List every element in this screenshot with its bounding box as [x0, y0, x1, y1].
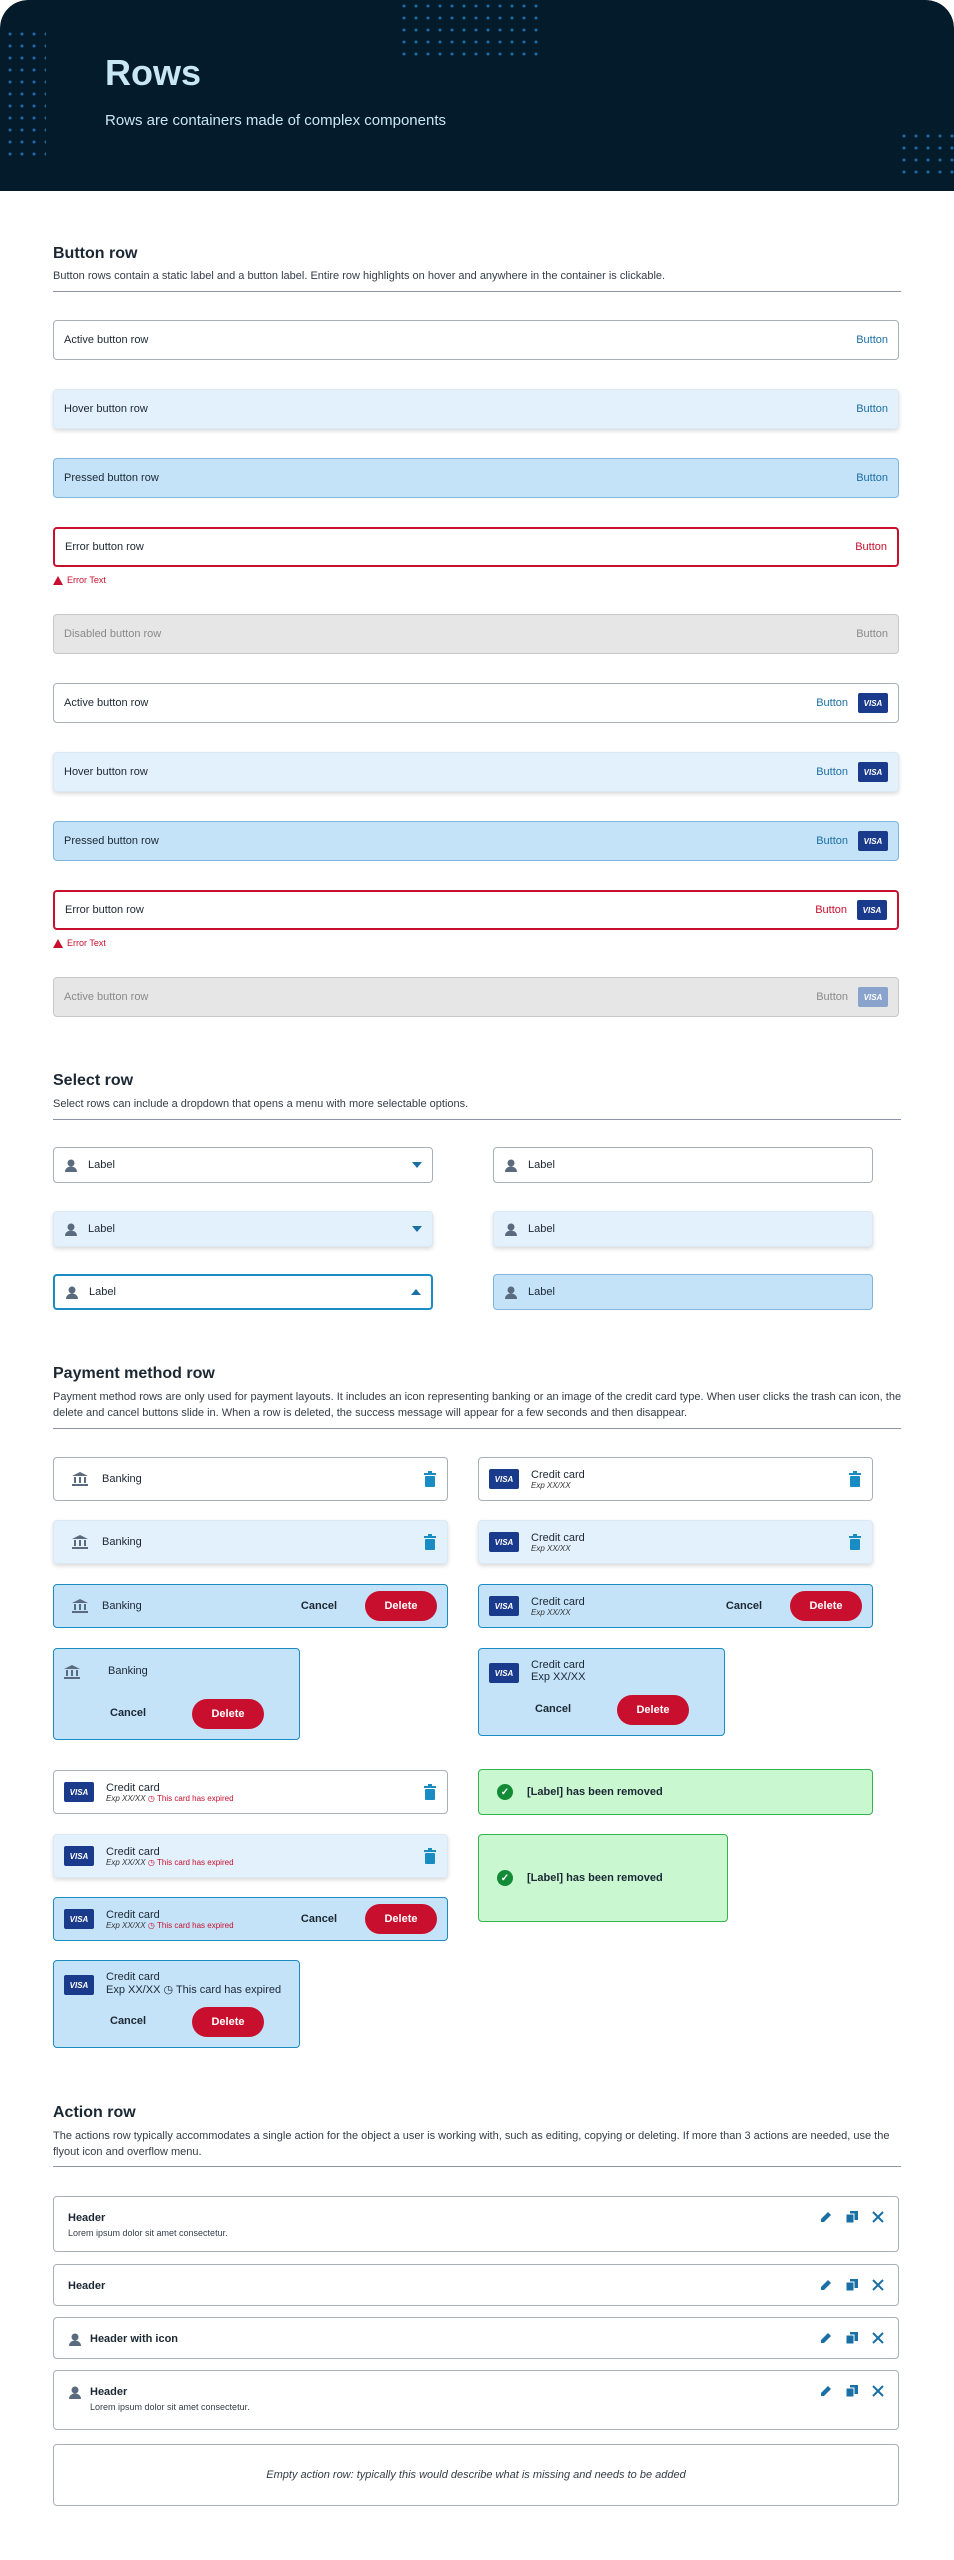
- bank-icon: [72, 1599, 88, 1613]
- section-title-payment-row: Payment method row: [53, 1365, 215, 1382]
- cancel-button[interactable]: Cancel: [110, 1707, 147, 1719]
- clock-icon: ◷: [163, 1984, 174, 1996]
- section-desc-action-row: The actions row typically accommodates a single action for the object a user is working with, such as editing, copying or deleting. If more than 3 actions are needed, use the flyout icon and overflow menu.: [53, 2130, 890, 2158]
- button-row-hover[interactable]: [53, 389, 899, 429]
- select-row-hover[interactable]: [493, 1211, 873, 1247]
- row-label: Active button row: [64, 334, 149, 346]
- payment-row-card-compact[interactable]: [478, 1648, 725, 1736]
- expiry-date: Exp XX/XX: [531, 1607, 571, 1617]
- row-button[interactable]: Button: [816, 766, 848, 778]
- decor-dots: [398, 0, 538, 62]
- action-icons: [820, 2385, 884, 2397]
- close-icon[interactable]: [872, 2211, 884, 2223]
- payment-label: Credit card: [106, 1908, 160, 1921]
- select-row[interactable]: [493, 1147, 873, 1183]
- person-icon: [504, 1222, 518, 1236]
- row-label: Active button row: [64, 697, 149, 709]
- button-row-error-card[interactable]: [53, 890, 899, 930]
- payment-label: Credit card: [531, 1595, 585, 1608]
- payment-row-card[interactable]: [478, 1457, 873, 1501]
- payment-row-card-expired-hover[interactable]: [53, 1834, 448, 1878]
- expiry-date: Exp XX/XX: [106, 1793, 146, 1803]
- action-header: Header with icon: [90, 2333, 179, 2345]
- expiry-date: Exp XX/XX: [106, 1920, 146, 1930]
- pencil-icon[interactable]: [820, 2279, 832, 2291]
- error-message: [53, 938, 106, 948]
- select-label: Label: [88, 1223, 115, 1235]
- row-button[interactable]: Button: [855, 541, 887, 553]
- payment-label: Credit card: [531, 1468, 585, 1481]
- cancel-button[interactable]: Cancel: [300, 1600, 337, 1612]
- payment-row-banking[interactable]: [53, 1457, 448, 1501]
- payment-label: Banking: [102, 1473, 142, 1485]
- row-label: Disabled button row: [64, 628, 162, 640]
- row-button[interactable]: Button: [856, 403, 888, 415]
- empty-action-row: [53, 2444, 899, 2506]
- error-text: Error Text: [67, 938, 106, 948]
- copy-icon[interactable]: [846, 2385, 858, 2397]
- cancel-button[interactable]: Cancel: [110, 2015, 147, 2027]
- expiry-date: Exp XX/XX: [106, 1984, 161, 1996]
- row-label: Hover button row: [64, 403, 148, 415]
- row-label: Error button row: [65, 904, 144, 916]
- delete-button[interactable]: Delete: [192, 2007, 264, 2037]
- button-row-pressed[interactable]: [53, 458, 899, 498]
- copy-icon[interactable]: [846, 2332, 858, 2344]
- expired-message: This card has expired: [157, 1793, 234, 1803]
- section-divider: [53, 1428, 901, 1429]
- visa-card-icon: VISA: [64, 1909, 94, 1929]
- payment-row-card-expired-delete[interactable]: [53, 1897, 448, 1941]
- chevron-down-icon[interactable]: [412, 1226, 422, 1232]
- success-text: [Label] has been removed: [527, 1872, 663, 1884]
- error-message: [53, 575, 106, 585]
- action-row-with-icon[interactable]: [53, 2317, 899, 2359]
- expiry-date: Exp XX/XX: [531, 1671, 586, 1683]
- payment-row-card-delete[interactable]: [478, 1584, 873, 1628]
- section-desc-select-row: Select rows can include a dropdown that opens a menu with more selectable options.: [53, 1098, 469, 1110]
- visa-card-icon: VISA: [857, 900, 887, 920]
- action-body: Lorem ipsum dolor sit amet consectetur.: [68, 2228, 228, 2238]
- visa-card-icon: VISA: [64, 1782, 94, 1802]
- clock-icon: ◷: [147, 1857, 155, 1867]
- payment-row-card-expired-compact[interactable]: [53, 1960, 300, 2048]
- success-text: [Label] has been removed: [527, 1786, 663, 1798]
- trash-icon[interactable]: [848, 1534, 862, 1550]
- close-icon[interactable]: [872, 2279, 884, 2291]
- visa-card-icon: VISA: [858, 987, 888, 1007]
- empty-state-text: Empty action row: typically this would describe what is missing and needs to be added: [266, 2469, 686, 2481]
- action-body: Lorem ipsum dolor sit amet consectetur.: [90, 2402, 250, 2412]
- pencil-icon[interactable]: [820, 2332, 832, 2344]
- button-row-disabled: [53, 614, 899, 654]
- visa-card-icon: VISA: [489, 1663, 519, 1683]
- expiry-date: Exp XX/XX: [106, 1857, 146, 1867]
- visa-card-icon: VISA: [64, 1846, 94, 1866]
- select-row-pressed[interactable]: [493, 1274, 873, 1310]
- cancel-button[interactable]: Cancel: [300, 1913, 337, 1925]
- visa-card-icon: VISA: [489, 1469, 519, 1489]
- trash-icon[interactable]: [848, 1471, 862, 1487]
- delete-button[interactable]: Delete: [365, 1904, 437, 1934]
- select-label: Label: [528, 1159, 555, 1171]
- visa-card-icon: VISA: [858, 762, 888, 782]
- payment-label: Credit card: [106, 1781, 160, 1794]
- payment-row-banking-hover[interactable]: [53, 1520, 448, 1564]
- select-label: Label: [528, 1286, 555, 1298]
- action-row[interactable]: [53, 2196, 899, 2252]
- person-icon: [68, 2385, 82, 2399]
- copy-icon[interactable]: [846, 2279, 858, 2291]
- clock-icon: ◷: [147, 1920, 155, 1930]
- person-icon: [68, 2332, 82, 2346]
- trash-icon[interactable]: [423, 1784, 437, 1800]
- row-label: Error button row: [65, 541, 144, 553]
- row-label: Active button row: [64, 991, 149, 1003]
- row-button[interactable]: Button: [815, 904, 847, 916]
- select-row-dropdown-hover[interactable]: [53, 1211, 433, 1247]
- select-row-dropdown-open[interactable]: [53, 1274, 433, 1310]
- bank-icon: [72, 1472, 88, 1486]
- payment-row-banking-compact[interactable]: [53, 1648, 300, 1740]
- expired-message: This card has expired: [157, 1857, 234, 1867]
- payment-row-card-hover[interactable]: [478, 1520, 873, 1564]
- pencil-icon[interactable]: [820, 2385, 832, 2397]
- row-button[interactable]: Button: [816, 697, 848, 709]
- hero-banner: [0, 0, 954, 191]
- row-label: Pressed button row: [64, 835, 159, 847]
- button-row-active-card[interactable]: [53, 683, 899, 723]
- cancel-button[interactable]: Cancel: [535, 1703, 572, 1715]
- visa-card-icon: VISA: [64, 1975, 94, 1995]
- payment-label: Banking: [102, 1536, 142, 1548]
- row-button[interactable]: Button: [816, 835, 848, 847]
- section-divider: [53, 2166, 901, 2167]
- delete-button[interactable]: Delete: [617, 1695, 689, 1725]
- select-label: Label: [528, 1223, 555, 1235]
- person-icon: [504, 1158, 518, 1172]
- button-row-error[interactable]: [53, 527, 899, 567]
- check-icon: ✓: [497, 1870, 513, 1886]
- page-subtitle: Rows are containers made of complex components: [105, 112, 447, 129]
- visa-card-icon: VISA: [489, 1596, 519, 1616]
- person-icon: [504, 1285, 518, 1299]
- button-row-disabled-card: [53, 977, 899, 1017]
- copy-icon[interactable]: [846, 2211, 858, 2223]
- page-title: Rows: [105, 52, 202, 93]
- row-button[interactable]: Button: [856, 334, 888, 346]
- chevron-down-icon[interactable]: [412, 1162, 422, 1168]
- trash-icon[interactable]: [423, 1534, 437, 1550]
- button-row-hover-card[interactable]: [53, 752, 899, 792]
- warning-icon: [53, 576, 63, 585]
- trash-icon[interactable]: [423, 1471, 437, 1487]
- section-desc-payment-row: Payment method rows are only used for payment layouts. It includes an icon representing banking or an image of the credit card type. When user clicks the trash can icon, the delete and cancel buttons slide in. When a row is deleted, the success message will appear for a few seconds and then disappear.: [53, 1391, 902, 1419]
- button-row-active[interactable]: [53, 320, 899, 360]
- person-icon: [64, 1158, 78, 1172]
- visa-card-icon: VISA: [858, 831, 888, 851]
- close-icon[interactable]: [872, 2332, 884, 2344]
- expiry-date: Exp XX/XX: [531, 1480, 571, 1490]
- expired-message: This card has expired: [157, 1920, 234, 1930]
- action-header: Header: [68, 2280, 106, 2292]
- delete-button[interactable]: Delete: [790, 1591, 862, 1621]
- payment-label: Credit card: [531, 1659, 585, 1671]
- visa-card-icon: VISA: [858, 693, 888, 713]
- trash-icon[interactable]: [423, 1848, 437, 1864]
- visa-card-icon: VISA: [489, 1532, 519, 1552]
- action-row-with-icon-body[interactable]: [53, 2370, 899, 2430]
- action-row[interactable]: [53, 2264, 899, 2306]
- payment-label: Credit card: [106, 1845, 160, 1858]
- delete-button[interactable]: Delete: [192, 1699, 264, 1729]
- button-row-pressed-card[interactable]: [53, 821, 899, 861]
- expired-message: This card has expired: [175, 1984, 282, 1996]
- select-label: Label: [89, 1286, 116, 1298]
- row-button[interactable]: Button: [856, 472, 888, 484]
- action-header: Header: [90, 2386, 128, 2398]
- section-title-action-row: Action row: [53, 2104, 136, 2121]
- action-header: Header: [68, 2212, 106, 2224]
- payment-label: Credit card: [531, 1531, 585, 1544]
- warning-icon: [53, 939, 63, 948]
- section-divider: [53, 291, 901, 292]
- payment-label: Banking: [108, 1665, 148, 1677]
- section-divider: [53, 1119, 901, 1120]
- bank-icon: [64, 1665, 80, 1679]
- section-title-button-row: Button row: [53, 245, 138, 262]
- chevron-up-icon[interactable]: [411, 1289, 421, 1295]
- close-icon[interactable]: [872, 2385, 884, 2397]
- payment-label: Credit card: [106, 1971, 160, 1983]
- row-button: Button: [816, 991, 848, 1003]
- expiry-date: Exp XX/XX: [531, 1543, 571, 1553]
- decor-dots: [898, 130, 954, 182]
- success-message-compact: [478, 1834, 728, 1922]
- action-icons: [820, 2211, 884, 2223]
- section-desc-button-row: Button rows contain a static label and a button label. Entire row highlights on hover and anywhere in the container is clickable.: [53, 270, 666, 282]
- delete-button[interactable]: Delete: [365, 1591, 437, 1621]
- person-icon: [65, 1285, 79, 1299]
- clock-icon: ◷: [147, 1793, 155, 1803]
- payment-row-banking-delete[interactable]: [53, 1584, 448, 1628]
- pencil-icon[interactable]: [820, 2211, 832, 2223]
- select-row-dropdown[interactable]: [53, 1147, 433, 1183]
- error-text: Error Text: [67, 575, 106, 585]
- row-label: Pressed button row: [64, 472, 159, 484]
- bank-icon: [72, 1535, 88, 1549]
- action-icons: [820, 2279, 884, 2291]
- payment-label: Banking: [102, 1600, 142, 1612]
- row-button: Button: [856, 628, 888, 640]
- action-icons: [820, 2332, 884, 2344]
- select-label: Label: [88, 1159, 115, 1171]
- check-icon: ✓: [497, 1784, 513, 1800]
- section-title-select-row: Select row: [53, 1072, 134, 1089]
- person-icon: [64, 1222, 78, 1236]
- row-label: Hover button row: [64, 766, 148, 778]
- payment-row-card-expired[interactable]: [53, 1770, 448, 1814]
- cancel-button[interactable]: Cancel: [725, 1600, 762, 1612]
- decor-dots: [4, 28, 46, 164]
- success-message: [478, 1769, 873, 1815]
